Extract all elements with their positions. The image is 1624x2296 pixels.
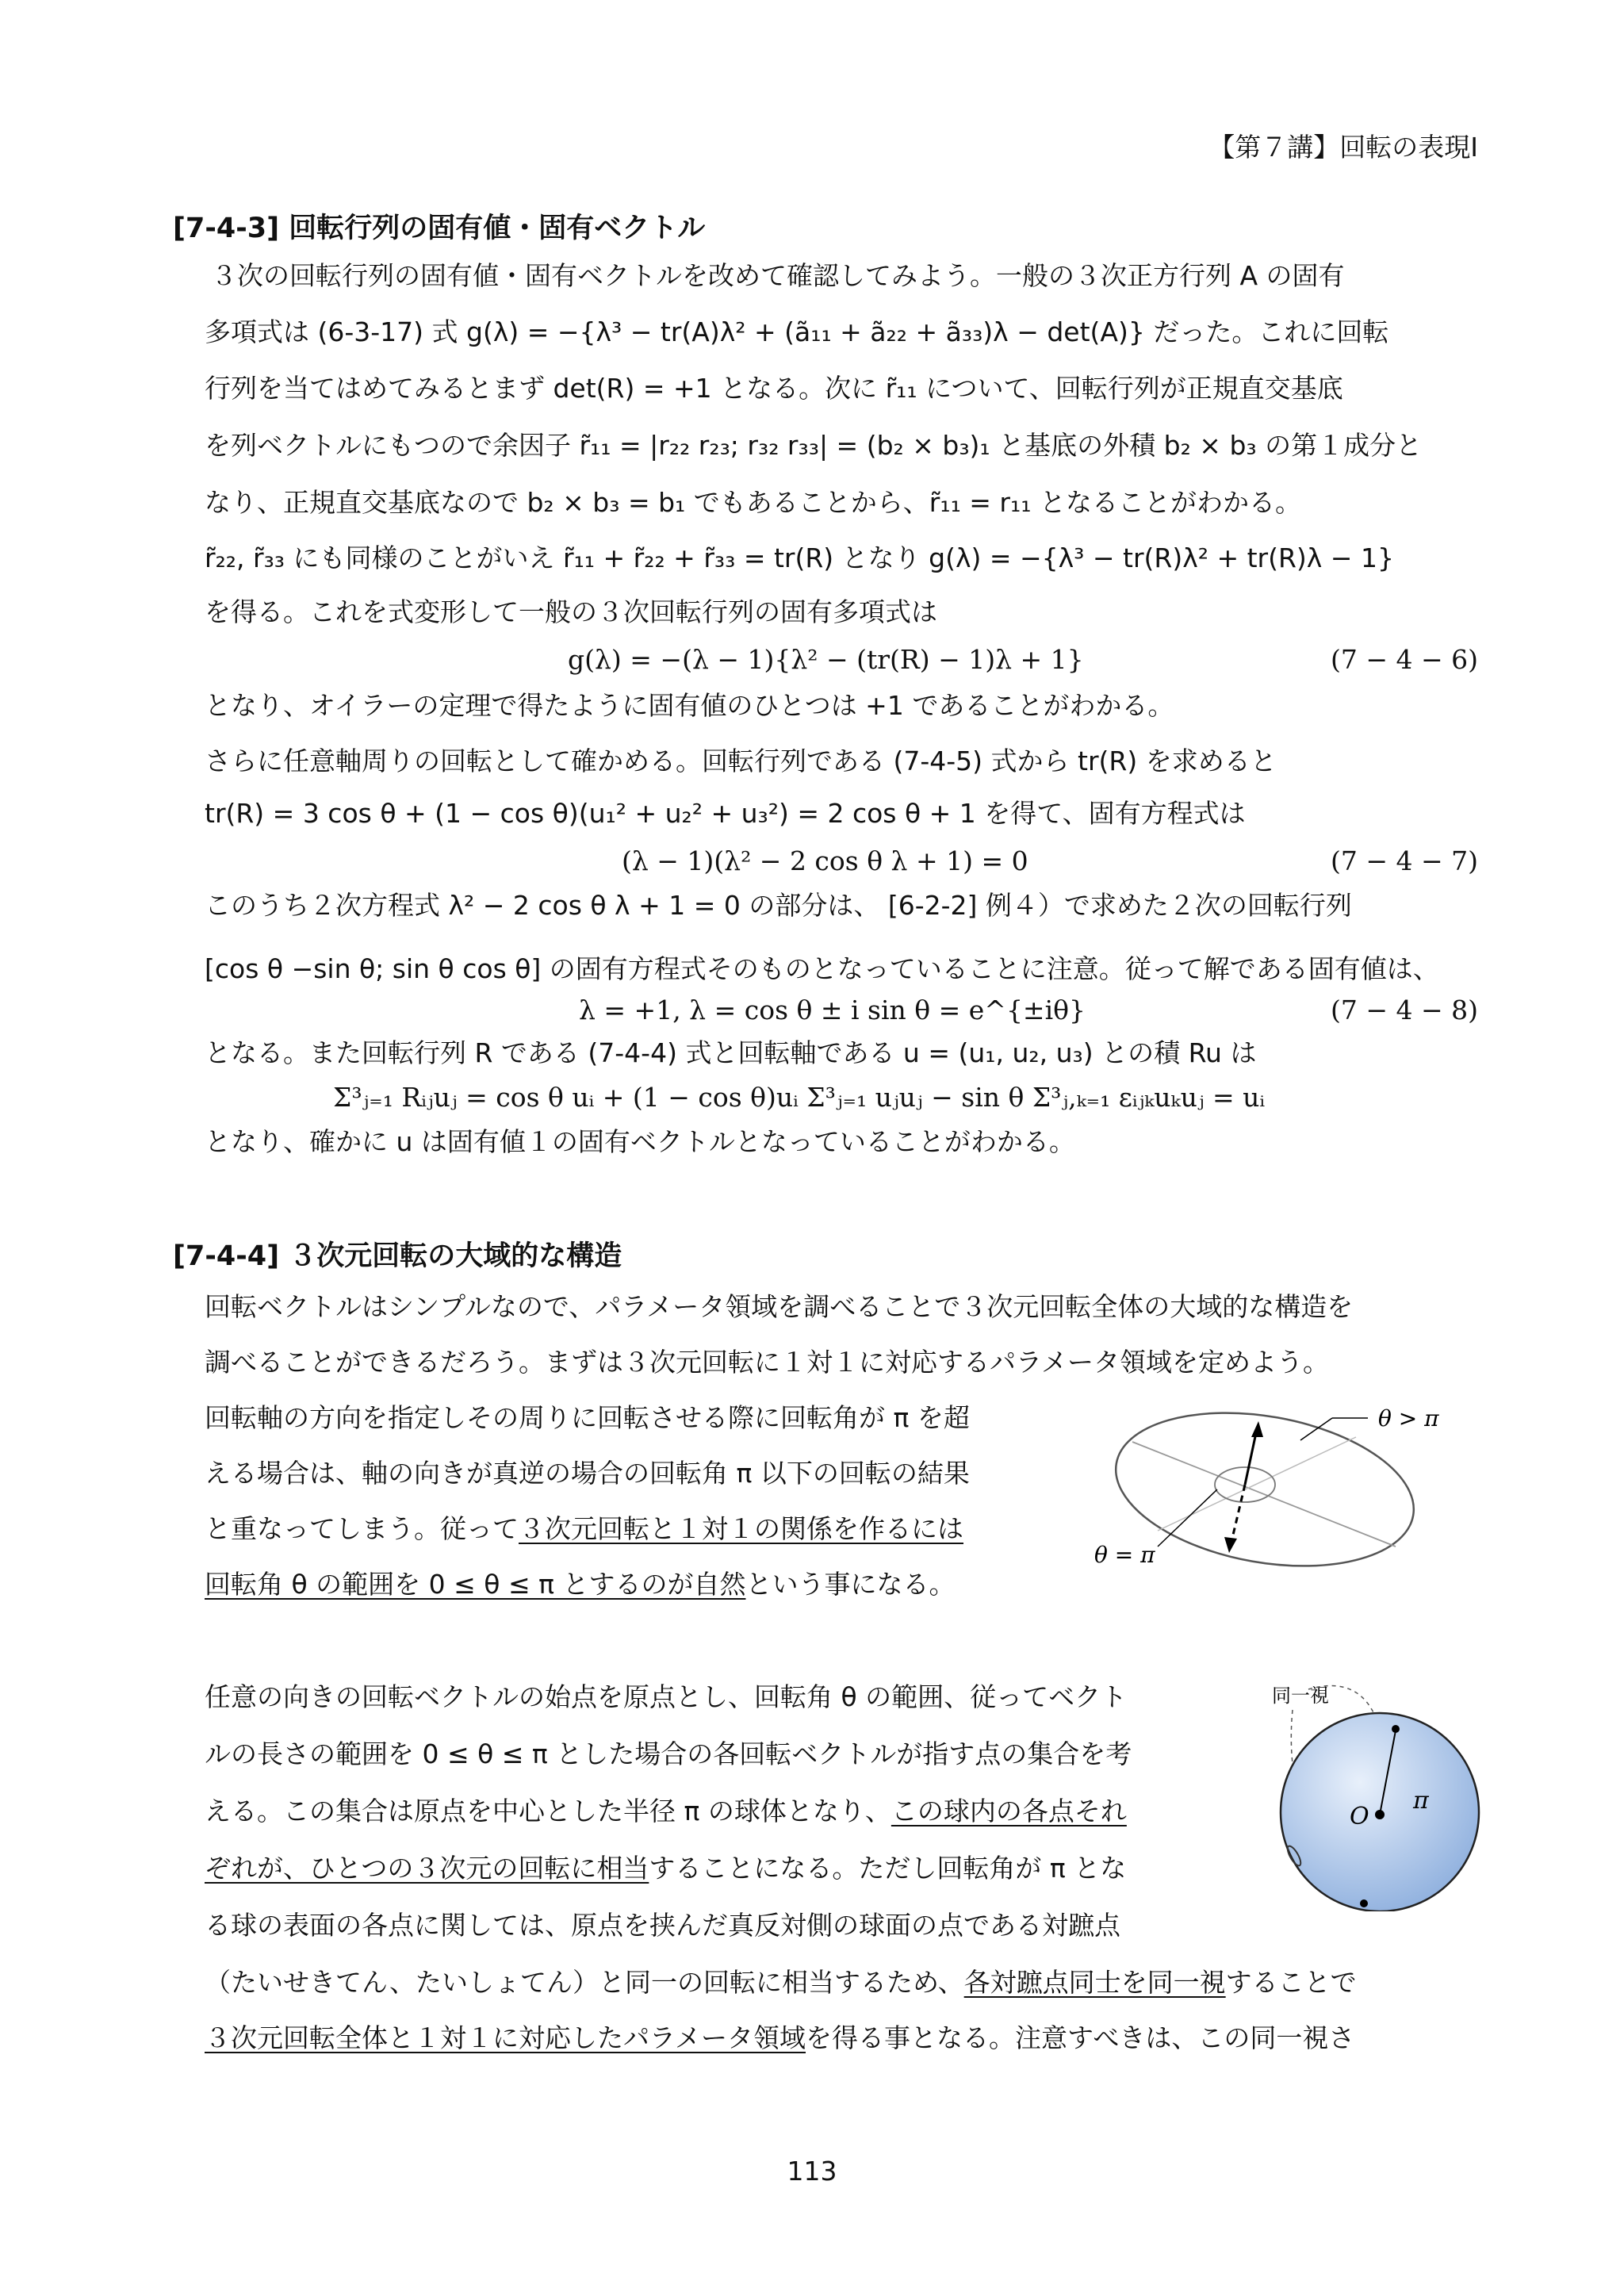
s2-fig1-line-4: [205, 1567, 1061, 1602]
s1-line-9: さらに任意軸周りの回転として確かめる。回転行列である (7-4-5) 式から tr(R) を求めると: [205, 746, 1277, 776]
rotation-angle-figure: [1094, 1396, 1483, 1578]
s2-fig1-line-4b: という事になる。: [745, 1569, 956, 1600]
equation-7-4-6: g(λ) = −(λ − 1){λ² − (tr(R) − 1)λ + 1}: [568, 644, 1084, 675]
s1-line-8: となり、オイラーの定理で得たように固有値のひとつは +1 であることがわかる。: [205, 690, 1174, 721]
axis-arrow-up: [1245, 1429, 1257, 1485]
antipodal-point-bottom: [1360, 1899, 1368, 1907]
leader-gt: [1300, 1418, 1332, 1440]
label-identify: 同一視: [1272, 1685, 1329, 1707]
s2-tail-line-2: [205, 2021, 1481, 2056]
arrowhead-down-icon: [1224, 1537, 1237, 1553]
s1-line-3: 行列を当てはめてみるとまず det(R) = +1 となる。次に r̃₁₁ について、回転行列が正規直交基底: [205, 373, 1343, 404]
equation-7-4-8: λ = +1, λ = cos θ ± i sin θ = e^{±iθ}: [579, 995, 1086, 1025]
equation-number-7-4-7: (7 − 4 − 7): [1331, 845, 1478, 876]
s1-line-13: となる。また回転行列 R である (7-4-4) 式と回転軸である u = (u₁, u₂, u₃) との積 Ru は: [205, 1037, 1257, 1068]
page-number: 113: [787, 2156, 837, 2187]
s1-line-10: tr(R) = 3 cos θ + (1 − cos θ)(u₁² + u₂² + u₃²) = 2 cos θ + 1 を得て、固有方程式は: [205, 798, 1246, 829]
label-origin: O: [1350, 1803, 1369, 1830]
s2-fig2-line-2: ルの長さの範囲を 0 ≤ θ ≤ π とした場合の各回転ベクトルが指す点の集合を考: [205, 1738, 1132, 1769]
label-theta-eq-pi: θ = π: [1094, 1542, 1155, 1568]
s2-fig1-line-3: [205, 1512, 1061, 1547]
s2-fig2-line-3: [205, 1794, 1228, 1829]
underline-one-to-one: ３次元回転と１対１の関係を作るには: [519, 1513, 963, 1544]
label-theta-gt-pi: θ > π: [1378, 1405, 1439, 1432]
underline-ball-points: この球内の各点それ: [891, 1796, 1127, 1826]
underline-parameter-domain: ３次元回転全体と１対１に対応したパラメータ領域: [205, 2022, 806, 2053]
s2-tail-c: を得る事となる。注意すべきは、この同一視さ: [806, 2022, 1355, 2053]
disc-diagonal-1: [1132, 1442, 1396, 1547]
underline-antipodal: 各対蹠点同士を同一視: [963, 1967, 1226, 1998]
s1-line-5: なり、正規直交基底なので b₂ × b₃ = b₁ でもあることから、r̃₁₁ = r₁₁ となることがわかる。: [205, 487, 1301, 518]
s1-line-14: となり、確かに u は固有値１の固有ベクトルとなっていることがわかる。: [205, 1126, 1075, 1157]
axis-arrow-down: [1231, 1485, 1245, 1545]
section-heading-7-4-4: [7-4-4] ３次元回転の大域的な構造: [173, 1240, 622, 1272]
running-header: 【第７講】回転の表現Ⅰ: [1208, 132, 1478, 163]
antipodal-point-top: [1392, 1725, 1400, 1733]
s1-line-11: このうち２次方程式 λ² − 2 cos θ λ + 1 = 0 の部分は、 [6-2-2] 例４）で求めた２次の回転行列: [205, 890, 1352, 921]
s1-line-12: [cos θ −sin θ; sin θ cos θ] の固有方程式そのものとなっていることに注意。従って解である固有値は、: [205, 953, 1439, 984]
disc-diagonal-2: [1158, 1437, 1356, 1531]
arrowhead-up-icon: [1251, 1421, 1263, 1437]
s2-tail-a: （たいせきてん、たいしょてん）と同一の回転に相当するため、: [205, 1967, 964, 1998]
s2-fig2-line-1: 任意の向きの回転ベクトルの始点を原点とし、回転角 θ の範囲、従ってベクト: [205, 1681, 1128, 1712]
equation-ru: Σ³ⱼ₌₁ Rᵢⱼuⱼ = cos θ uᵢ + (1 − cos θ)uᵢ Σ³ⱼ₌₁ uⱼuⱼ − sin θ Σ³ⱼ,ₖ₌₁ εᵢⱼₖuₖuⱼ = uᵢ: [333, 1082, 1266, 1113]
s2-fig2-line-4b: することになる。ただし回転角が π とな: [649, 1853, 1127, 1884]
s2-tail-line-1: [205, 1965, 1481, 2000]
s1-line-4: を列ベクトルにもつので余因子 r̃₁₁ = |r₂₂ r₂₃; r₃₂ r₃₃| = (b₂ × b₃)₁ と基底の外積 b₂ × b₃ の第１成分と: [205, 430, 1423, 461]
s2-fig1-line-2: える場合は、軸の向きが真逆の場合の回転角 π 以下の回転の結果: [205, 1458, 970, 1489]
s2-fig2-line-3a: える。この集合は原点を中心とした半径 π の球体となり、: [205, 1796, 891, 1826]
s2-fig1-line-3a: と重なってしまう。従って: [205, 1513, 519, 1544]
s2-fig1-line-1: 回転軸の方向を指定しその周りに回転させる際に回転角が π を超: [205, 1402, 970, 1433]
origin-point: [1375, 1810, 1385, 1819]
leader-eq: [1158, 1489, 1217, 1547]
equation-number-7-4-8: (7 − 4 − 8): [1331, 995, 1478, 1025]
label-radius-pi: π: [1413, 1787, 1429, 1815]
s2-fig2-line-5: る球の表面の各点に関しては、原点を挟んだ真反対側の球面の点である対蹠点: [205, 1910, 1120, 1941]
equation-7-4-7: (λ − 1)(λ² − 2 cos θ λ + 1) = 0: [622, 845, 1028, 876]
s1-line-1: ３次の回転行列の固有値・固有ベクトルを改めて確認してみよう。一般の３次正方行列 A の固有: [211, 260, 1345, 291]
rotation-ball-figure: [1261, 1673, 1491, 1911]
s2-line-1: 回転ベクトルはシンプルなので、パラメータ領域を調べることで３次元回転全体の大域的な構造を: [205, 1291, 1354, 1322]
equation-number-7-4-6: (7 − 4 − 6): [1331, 644, 1478, 675]
s2-line-2: 調べることができるだろう。まずは３次元回転に１対１に対応するパラメータ領域を定めよう。: [205, 1347, 1330, 1378]
s1-line-2: 多項式は (6-3-17) 式 g(λ) = −{λ³ − tr(A)λ² + (ã₁₁ + ã₂₂ + ã₃₃)λ − det(A)} だった。これに回転: [205, 316, 1389, 347]
s2-fig2-line-4: [205, 1851, 1228, 1886]
underline-each-rotation: ぞれが、ひとつの３次元の回転に相当: [205, 1853, 649, 1884]
s1-line-6: r̃₂₂, r̃₃₃ にも同様のことがいえ r̃₁₁ + r̃₂₂ + r̃₃₃ = tr(R) となり g(λ) = −{λ³ − tr(R)λ² + tr(R)λ − 1}: [205, 542, 1394, 573]
section-heading-7-4-3: [7-4-3] 回転行列の固有値・固有ベクトル: [173, 213, 706, 244]
s1-line-7: を得る。これを式変形して一般の３次回転行列の固有多項式は: [205, 596, 937, 627]
s2-tail-b: することで: [1225, 1967, 1357, 1998]
underline-angle-range: 回転角 θ の範囲を 0 ≤ θ ≤ π とするのが自然: [205, 1569, 746, 1600]
